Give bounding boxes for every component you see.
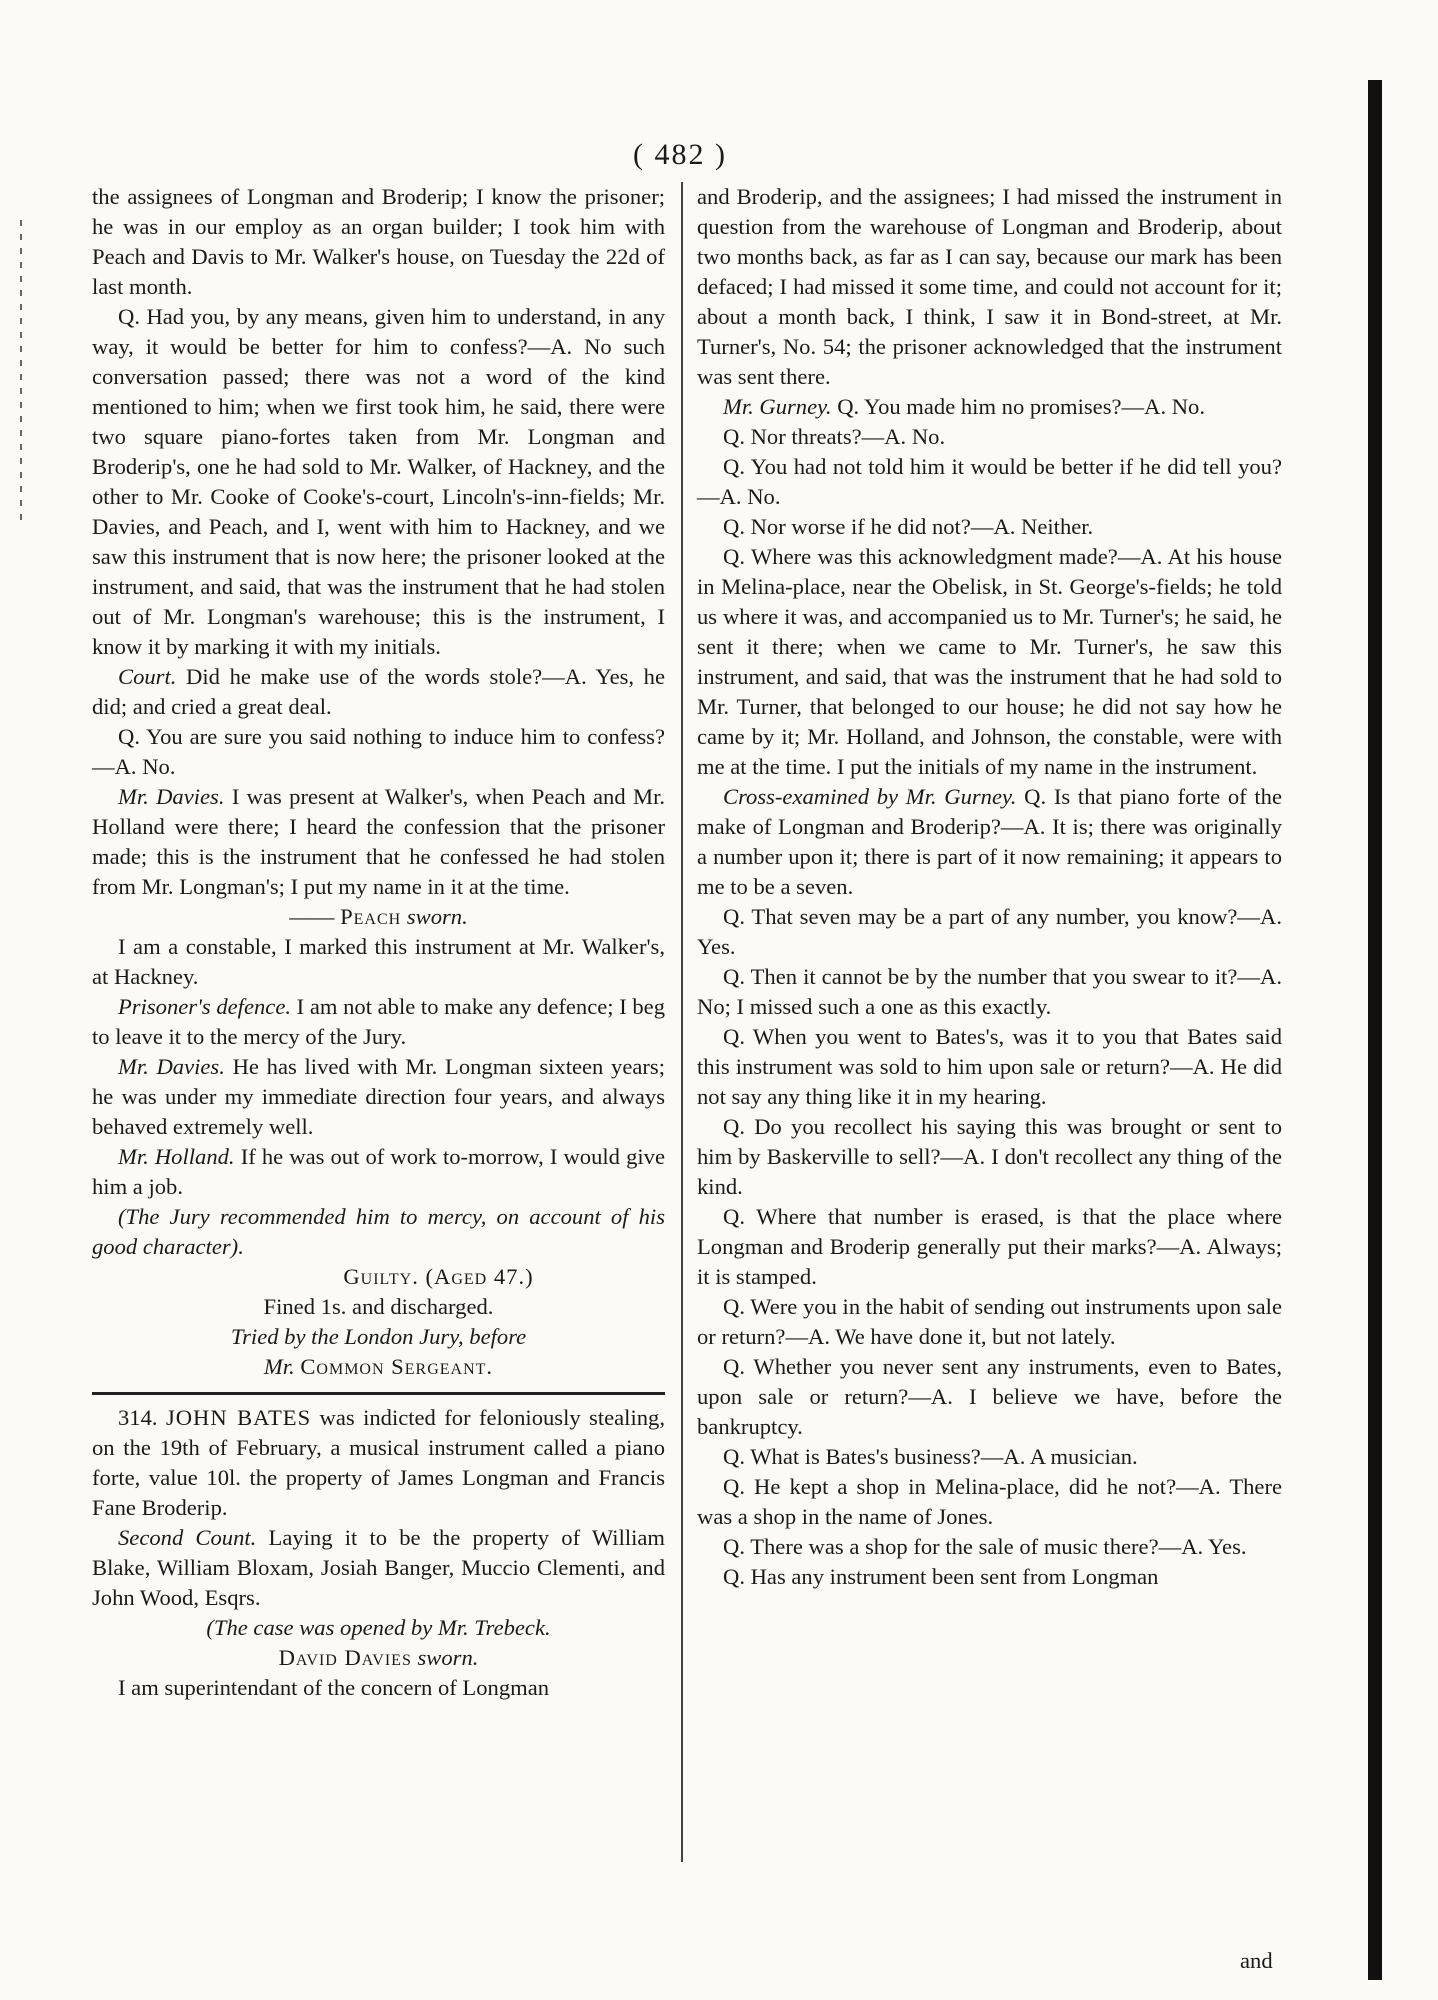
judge-prefix: Mr.	[263, 1354, 295, 1379]
left-column	[92, 182, 665, 1703]
case-opened-text: (The case was opened by Mr. Trebeck.	[206, 1615, 551, 1640]
speaker-label: Cross-examined by Mr. Gurney.	[723, 784, 1017, 809]
case-number: 314.	[118, 1405, 158, 1430]
paragraph: Q. Whether you never sent any instruments, even to Bates, upon sale or return?—A. I believe we have, before the bankruptcy.	[697, 1354, 1282, 1439]
paragraph: Q. There was a shop for the sale of music there?—A. Yes.	[723, 1534, 1247, 1559]
paragraph	[697, 782, 1282, 902]
paragraph-text: Laying it to be the property of William Blake, William Bloxam, Josiah Banger, Muccio Clementi, and John Wood, Esqrs.	[92, 1525, 666, 1610]
speaker-label: Mr. Holland.	[118, 1144, 235, 1169]
paragraph	[92, 662, 665, 722]
verdict: Guilty. (Aged 47.)	[343, 1264, 534, 1289]
paragraph: Q. Where that number is erased, is that the place where Longman and Broderip generally put their marks?—A. Always; it is stamped.	[697, 1204, 1282, 1289]
sworn-label: sworn.	[406, 904, 468, 929]
witness-name: David Davies	[278, 1645, 412, 1670]
tried-line	[92, 1322, 665, 1352]
paragraph: Q. You had not told him it would be better if he did tell you?—A. No.	[697, 454, 1282, 509]
paragraph: Q. What is Bates's business?—A. A musician.	[723, 1444, 1138, 1469]
paragraph-text: If he was out of work to-morrow, I would give him a job.	[92, 1144, 665, 1199]
paragraph: I am superintendant of the concern of Longman	[118, 1675, 550, 1700]
speaker-label: Prisoner's defence.	[118, 994, 291, 1019]
paragraph	[92, 992, 665, 1052]
paragraph: and Broderip, and the assignees; I had missed the instrument in question from the warehouse of Longman and Broderip, about two months back, as far as I can say, because our mark has been defaced; I had missed it some time, and could not account for it; about a month back, I think, I saw it in Bond-street, at Mr. Turner's, No. 54; the prisoner acknowledged that the instrument was sent there.	[697, 184, 1282, 389]
paragraph: Q. Nor threats?—A. No.	[723, 424, 946, 449]
paragraph	[92, 782, 665, 902]
paragraph: Q. Has any instrument been sent from Longman	[723, 1564, 1159, 1589]
case-heading	[92, 1403, 665, 1523]
binding-edge	[1368, 80, 1382, 1980]
paragraph-text: I am not able to make any defence; I beg to leave it to the mercy of the Jury.	[92, 994, 666, 1049]
witness-heading	[92, 1643, 665, 1673]
defendant-name: JOHN BATES	[165, 1405, 312, 1430]
column-divider	[681, 182, 683, 1862]
paragraph: the assignees of Longman and Broderip; I know the prisoner; he was in our employ as an organ builder; I took him with Peach and Davis to Mr. Walker's house, on Tuesday the 22d of last month.	[92, 184, 665, 299]
sentence: Fined 1s. and discharged.	[263, 1294, 494, 1319]
paragraph-text: Q. You made him no promises?—A. No.	[837, 394, 1205, 419]
paragraph	[92, 1142, 665, 1202]
paragraph: Q. You are sure you said nothing to induce him to confess?—A. No.	[92, 724, 665, 779]
paragraph-text: Q. Is that piano forte of the make of Longman and Broderip?—A. It is; there was originally a number upon it; there is part of it now remaining; it appears to me to be a seven.	[697, 784, 1282, 899]
paragraph: Q. Nor worse if he did not?—A. Neither.	[723, 514, 1094, 539]
tried-text: Tried by the London Jury, before	[230, 1324, 527, 1349]
section-rule	[92, 1392, 665, 1395]
judge-name: Common Sergeant.	[300, 1354, 494, 1379]
paragraph: Q. Where was this acknowledgment made?—A. At his house in Melina-place, near the Obelisk, in St. George's-fields; he told us where it was, and accompanied us to Mr. Turner's; he said, he sent it there; when we came to Mr. Turner's, he saw this instrument, and said, that was the instrument that he had sold to Mr. Turner, that belonged to our house; he did not say how he came by it; Mr. Holland, and Johnson, the constable, were with me at the time. I put the initials of my name in the instrument.	[697, 544, 1282, 779]
paragraph	[92, 1052, 665, 1142]
paragraph-text: Did he make use of the words stole?—A. Yes, he did; and cried a great deal.	[92, 664, 666, 719]
paragraph-text: He has lived with Mr. Longman sixteen years; he was under my immediate direction four years, and always behaved extremely well.	[92, 1054, 666, 1139]
count-label: Second Count.	[118, 1525, 257, 1550]
catchword: and	[1240, 1948, 1273, 1973]
judge-line	[92, 1352, 665, 1382]
jury-note-text: (The Jury recommended him to mercy, on account of his good character).	[92, 1204, 665, 1259]
paragraph: Q. Were you in the habit of sending out instruments upon sale or return?—A. We have done it, but not lately.	[697, 1294, 1282, 1349]
paragraph	[92, 1523, 665, 1613]
margin-mark	[20, 220, 22, 520]
speaker-label: Court.	[118, 664, 177, 689]
speaker-label: Mr. Gurney.	[723, 394, 832, 419]
paragraph: Q. Then it cannot be by the number that you swear to it?—A. No; I missed such a one as this exactly.	[697, 964, 1282, 1019]
paragraph: Q. Do you recollect his saying this was brought or sent to him by Baskerville to sell?—A. I don't recollect any thing of the kind.	[697, 1114, 1282, 1199]
indictment-text: was indicted for feloniously stealing, on the 19th of February, a musical instrument called a piano forte, value 10l. the property of James Longman and Francis Fane Broderip.	[92, 1405, 665, 1520]
witness-name: Peach	[340, 904, 402, 929]
paragraph	[697, 392, 1282, 422]
witness-heading: —— Peach sworn.	[289, 904, 468, 929]
page-number: ( 482 )	[633, 138, 727, 171]
speaker-label: Mr. Davies.	[118, 1054, 225, 1079]
paragraph-text: I was present at Walker's, when Peach and Mr. Holland were there; I heard the confession that the prisoner made; this is the instrument that he confessed he had stolen from Mr. Longman's; I put my name in it at the time.	[92, 784, 665, 899]
paragraph: I am a constable, I marked this instrument at Mr. Walker's, at Hackney.	[92, 934, 665, 989]
case-opened	[92, 1613, 665, 1643]
speaker-label: Mr. Davies.	[118, 784, 225, 809]
jury-note	[92, 1202, 665, 1262]
sworn-label: sworn.	[417, 1645, 479, 1670]
paragraph: Q. He kept a shop in Melina-place, did he not?—A. There was a shop in the name of Jones.	[697, 1474, 1282, 1529]
right-column	[697, 182, 1282, 1592]
paragraph: Q. That seven may be a part of any number, you know?—A. Yes.	[697, 904, 1282, 959]
paragraph: Q. When you went to Bates's, was it to you that Bates said this instrument was sold to him upon sale or return?—A. He did not say any thing like it in my hearing.	[697, 1024, 1282, 1109]
paragraph: Q. Had you, by any means, given him to understand, in any way, it would be better for him to confess?—A. No such conversation passed; there was not a word of the kind mentioned to him; when we first took him, he said, there were two square piano-fortes taken from Mr. Longman and Broderip's, one he had sold to Mr. Walker, of Hackney, and the other to Mr. Cooke of Cooke's-court, Lincoln's-inn-fields; Mr. Davies, and Peach, and I, went with him to Hackney, and we saw this instrument that is now here; the prisoner looked at the instrument, and said, that was the instrument that he had stolen out of Mr. Longman's warehouse; this is the instrument, I know it by marking it with my initials.	[92, 304, 665, 659]
